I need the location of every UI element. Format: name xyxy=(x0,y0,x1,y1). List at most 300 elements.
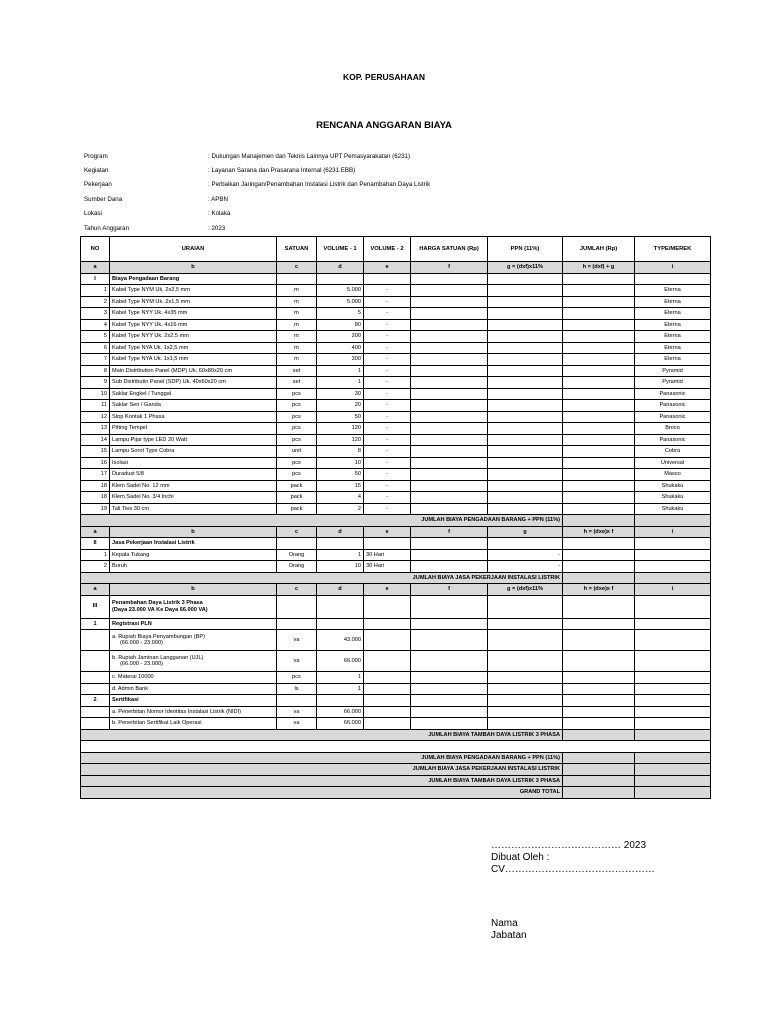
table-cell: 1 xyxy=(317,683,364,695)
table-cell: - xyxy=(364,469,411,481)
table-cell: 1 xyxy=(81,549,110,561)
signature-name-block xyxy=(491,918,527,942)
section-subtitle: (Daya 23.000 VA Ke Daya 66.000 VA) xyxy=(112,606,208,613)
table-cell xyxy=(411,595,488,618)
table-cell: Shukaku xyxy=(635,503,711,515)
info-row xyxy=(84,149,704,163)
table-cell: - xyxy=(364,480,411,492)
table-cell xyxy=(411,561,488,573)
table-row xyxy=(81,480,711,492)
table-cell: 400 xyxy=(317,342,364,354)
table-cell: va xyxy=(277,706,317,718)
table-row xyxy=(81,718,711,730)
table-cell xyxy=(411,273,488,285)
table-cell: - xyxy=(364,308,411,320)
table-cell xyxy=(563,515,635,527)
table-cell xyxy=(563,561,635,573)
table-cell: JUMLAH BIAYA JASA PEKERJAAN INSTALASI LISTRIK xyxy=(81,764,563,776)
table-cell: Panasonic xyxy=(635,434,711,446)
table-cell: m xyxy=(277,308,317,320)
table-cell: 5 xyxy=(81,331,110,343)
table-cell: 66.000 xyxy=(317,706,364,718)
table-cell: Kabel Type NYY Uk. 2x2,5 mm xyxy=(110,331,277,343)
table-cell: Eterna xyxy=(635,285,711,297)
table-cell xyxy=(563,434,635,446)
info-label: Pekerjaan xyxy=(84,181,112,189)
table-cell xyxy=(563,683,635,695)
table-cell xyxy=(81,683,110,695)
table-cell: 4 xyxy=(81,319,110,331)
table-cell xyxy=(317,538,364,550)
table-cell: 9 xyxy=(81,377,110,389)
table-row xyxy=(81,446,711,458)
subsection-row xyxy=(81,618,711,630)
table-cell xyxy=(81,718,110,730)
table-cell xyxy=(563,411,635,423)
table-cell: h = (dxe)x f xyxy=(563,584,635,596)
table-cell xyxy=(488,423,563,435)
table-cell xyxy=(488,273,563,285)
section-row xyxy=(81,538,711,550)
table-cell: 5.000 xyxy=(317,285,364,297)
section-row xyxy=(81,273,711,285)
table-cell xyxy=(411,296,488,308)
table-cell xyxy=(411,400,488,412)
table-cell: a. Penerbitan Nomor Identitas Instalasi Listrik (NIDI) xyxy=(110,706,277,718)
table-cell: Klem Sadel No. 3/4 Inchi xyxy=(110,492,277,504)
table-cell: Kabel Type NYA Uk. 1x1,5 mm xyxy=(110,354,277,366)
table-cell: Orang xyxy=(277,549,317,561)
total-row xyxy=(81,572,711,584)
table-cell: set xyxy=(277,377,317,389)
table-cell xyxy=(488,469,563,481)
table-cell: set xyxy=(277,365,317,377)
table-cell: Broco xyxy=(635,423,711,435)
info-label: Sumber Dana xyxy=(84,195,123,203)
table-cell: - xyxy=(364,365,411,377)
table-cell: 11 xyxy=(81,400,110,412)
table-cell: 2 xyxy=(81,561,110,573)
table-cell xyxy=(364,672,411,684)
table-cell xyxy=(635,561,711,573)
table-cell: 4 xyxy=(317,492,364,504)
table-header xyxy=(81,237,711,262)
col-header: VOLUME - 2 xyxy=(364,237,411,262)
col-header: HARGA SATUAN (Rp) xyxy=(411,237,488,262)
table-row xyxy=(81,549,711,561)
table-cell xyxy=(563,549,635,561)
table-cell xyxy=(411,423,488,435)
subsection-row xyxy=(81,695,711,707)
table-cell: c. Materai 10000 xyxy=(110,672,277,684)
table-cell: Buruh xyxy=(110,561,277,573)
table-cell: pack xyxy=(277,480,317,492)
table-cell: Lampu Pijar type LED 20 Watt xyxy=(110,434,277,446)
table-cell: - xyxy=(364,503,411,515)
table-row xyxy=(81,434,711,446)
table-cell xyxy=(277,695,317,707)
table-cell xyxy=(563,365,635,377)
code-row xyxy=(81,526,711,538)
item-detail: (66.000 - 23.000) xyxy=(120,661,163,667)
table-cell: 8 xyxy=(317,446,364,458)
table-cell: JUMLAH BIAYA TAMBAH DAYA LISTRIK 3 PHASA xyxy=(81,775,563,787)
table-cell xyxy=(563,354,635,366)
table-row xyxy=(81,308,711,320)
table-cell xyxy=(488,695,563,707)
table-row xyxy=(81,354,711,366)
table-cell: va xyxy=(277,651,317,672)
table-cell: 12 xyxy=(81,411,110,423)
table-cell: II xyxy=(81,538,110,550)
table-cell: 1 xyxy=(317,672,364,684)
table-cell xyxy=(563,388,635,400)
document-title: RENCANA ANGGARAN BIAYA xyxy=(316,120,452,131)
table-cell xyxy=(317,273,364,285)
table-cell xyxy=(563,764,635,776)
table-cell xyxy=(411,538,488,550)
table-cell: 17 xyxy=(81,469,110,481)
table-cell: GRAND TOTAL xyxy=(81,787,563,799)
table-cell xyxy=(364,538,411,550)
section-title: Penambahan Daya Listrik 3 Phasa xyxy=(112,600,203,607)
table-cell: Shukaku xyxy=(635,492,711,504)
table-cell xyxy=(635,706,711,718)
table-cell: Eterna xyxy=(635,308,711,320)
table-cell: pack xyxy=(277,492,317,504)
table-cell xyxy=(563,273,635,285)
table-cell: Tali Ties 30 cm xyxy=(110,503,277,515)
table-cell: m xyxy=(277,296,317,308)
col-header: JUMLAH (Rp) xyxy=(563,237,635,262)
table-cell xyxy=(563,775,635,787)
table-row xyxy=(81,651,711,672)
table-cell: 30 Hari xyxy=(364,549,411,561)
table-cell: 120 xyxy=(317,434,364,446)
item-detail: (66.000 - 23.000) xyxy=(120,640,163,646)
table-cell xyxy=(488,718,563,730)
table-cell: - xyxy=(488,561,563,573)
table-cell xyxy=(364,273,411,285)
table-cell: 30 xyxy=(317,388,364,400)
table-cell: - xyxy=(364,434,411,446)
table-cell: Kabel Type NYY Uk. 4x35 mm xyxy=(110,308,277,320)
table-cell: - xyxy=(364,331,411,343)
info-value: : 2023 xyxy=(208,224,226,232)
table-cell: Masco xyxy=(635,469,711,481)
signature-block xyxy=(491,840,655,876)
table-cell: Sub Distributin Panel (SDP) Uk. 40x60x20 cm xyxy=(110,377,277,389)
table-cell xyxy=(364,695,411,707)
table-cell: Kabel Type NYM Uk. 2x1,5 mm xyxy=(110,296,277,308)
table-cell xyxy=(563,718,635,730)
table-cell: ls xyxy=(277,683,317,695)
table-cell: Stop Kontak 1 Phasa xyxy=(110,411,277,423)
table-cell: 2 xyxy=(81,695,110,707)
table-cell: Eterna xyxy=(635,331,711,343)
table-cell: pack xyxy=(277,503,317,515)
table-cell xyxy=(411,651,488,672)
table-cell xyxy=(411,503,488,515)
table-cell xyxy=(411,285,488,297)
table-body xyxy=(81,262,711,799)
table-cell: JUMLAH BIAYA JASA PEKERJAAN INSTALASI LISTRIK xyxy=(81,572,563,584)
table-cell: c xyxy=(277,526,317,538)
table-row xyxy=(81,400,711,412)
table-cell xyxy=(635,775,711,787)
table-row xyxy=(81,377,711,389)
table-cell: Eterna xyxy=(635,296,711,308)
budget-table xyxy=(80,236,711,799)
table-cell xyxy=(488,400,563,412)
table-row xyxy=(81,388,711,400)
table-cell: Universal xyxy=(635,457,711,469)
table-cell xyxy=(411,411,488,423)
table-cell: - xyxy=(364,457,411,469)
table-cell xyxy=(110,651,277,672)
table-row xyxy=(81,706,711,718)
table-cell xyxy=(488,480,563,492)
table-cell: g = (dxf)x11% xyxy=(488,262,563,274)
table-cell: 300 xyxy=(317,354,364,366)
table-cell: pcs xyxy=(277,388,317,400)
table-cell: 66.000 xyxy=(317,651,364,672)
table-cell xyxy=(563,377,635,389)
table-cell xyxy=(277,618,317,630)
table-cell xyxy=(563,285,635,297)
table-cell: 1 xyxy=(317,365,364,377)
table-cell xyxy=(411,469,488,481)
table-cell: 3 xyxy=(81,308,110,320)
table-cell xyxy=(563,672,635,684)
table-cell xyxy=(635,572,711,584)
col-header: TYPE/MEREK xyxy=(635,237,711,262)
table-cell xyxy=(277,595,317,618)
table-cell: 10 xyxy=(317,561,364,573)
table-cell: b xyxy=(110,584,277,596)
recap-row xyxy=(81,764,711,776)
table-cell: - xyxy=(364,296,411,308)
col-header: PPN (11%) xyxy=(488,237,563,262)
table-cell: va xyxy=(277,718,317,730)
table-cell xyxy=(411,365,488,377)
table-cell: pcs xyxy=(277,672,317,684)
table-cell: Kabel Type NYY Uk. 4x16 mm xyxy=(110,319,277,331)
table-cell xyxy=(488,388,563,400)
code-row xyxy=(81,584,711,596)
table-cell xyxy=(563,787,635,799)
table-cell: JUMLAH BIAYA PENGADAAN BARANG + PPN (11%) xyxy=(81,515,563,527)
table-cell xyxy=(110,595,277,618)
table-cell xyxy=(563,492,635,504)
table-cell xyxy=(411,446,488,458)
info-row xyxy=(84,221,704,235)
table-cell: - xyxy=(364,354,411,366)
table-cell: pcs xyxy=(277,400,317,412)
total-row xyxy=(81,729,711,741)
table-cell: e xyxy=(364,584,411,596)
table-cell: Cobra xyxy=(635,446,711,458)
table-cell: h = (dxe)x f xyxy=(563,526,635,538)
table-cell: unit xyxy=(277,446,317,458)
table-cell xyxy=(488,331,563,343)
table-cell: f xyxy=(411,526,488,538)
table-cell: - xyxy=(364,492,411,504)
table-cell xyxy=(635,764,711,776)
table-cell xyxy=(411,457,488,469)
table-cell: Eterna xyxy=(635,354,711,366)
table-cell: Eterna xyxy=(635,342,711,354)
recap-row xyxy=(81,775,711,787)
table-cell xyxy=(563,342,635,354)
info-label: Tahun Anggaran xyxy=(84,224,130,232)
info-value: : Dukungan Manajemen dan Teknis Lainnya UPT Pemasyarakatan (6231) xyxy=(208,152,411,160)
table-row xyxy=(81,683,711,695)
table-cell: Panasonic xyxy=(635,411,711,423)
table-row xyxy=(81,561,711,573)
table-cell: 8 xyxy=(81,365,110,377)
table-cell xyxy=(563,595,635,618)
code-row xyxy=(81,262,711,274)
table-cell: Kepala Tukang xyxy=(110,549,277,561)
table-cell xyxy=(277,538,317,550)
table-cell: 43.000 xyxy=(317,630,364,651)
table-cell: pcs xyxy=(277,469,317,481)
table-cell xyxy=(563,618,635,630)
col-header: URAIAN xyxy=(110,237,277,262)
signature-name: Nama xyxy=(491,918,518,929)
recap-row xyxy=(81,752,711,764)
table-cell: g xyxy=(488,526,563,538)
table-cell: 20 xyxy=(317,400,364,412)
table-cell: I xyxy=(81,273,110,285)
table-cell: 14 xyxy=(81,434,110,446)
table-cell xyxy=(488,492,563,504)
table-cell: b xyxy=(110,526,277,538)
table-cell: 6 xyxy=(81,342,110,354)
table-row xyxy=(81,503,711,515)
table-cell xyxy=(488,354,563,366)
table-cell: 2 xyxy=(317,503,364,515)
section-row xyxy=(81,595,711,618)
table-cell: d xyxy=(317,526,364,538)
table-cell xyxy=(411,331,488,343)
info-label: Kegiatan xyxy=(84,167,109,175)
table-cell: 200 xyxy=(317,331,364,343)
table-cell xyxy=(635,752,711,764)
table-cell xyxy=(563,308,635,320)
table-cell xyxy=(488,683,563,695)
table-cell xyxy=(411,683,488,695)
table-cell: pcs xyxy=(277,411,317,423)
table-cell xyxy=(563,695,635,707)
table-cell: Eterna xyxy=(635,319,711,331)
table-cell: d. Admin Bank xyxy=(110,683,277,695)
table-cell: - xyxy=(364,388,411,400)
info-row xyxy=(84,178,704,192)
table-cell xyxy=(635,630,711,651)
table-cell xyxy=(411,342,488,354)
table-row xyxy=(81,672,711,684)
table-cell: Pyramid xyxy=(635,377,711,389)
table-cell xyxy=(488,630,563,651)
table-cell: e xyxy=(364,526,411,538)
table-cell xyxy=(635,672,711,684)
table-row xyxy=(81,285,711,297)
table-cell xyxy=(411,480,488,492)
table-cell xyxy=(563,503,635,515)
table-cell xyxy=(364,683,411,695)
table-row xyxy=(81,365,711,377)
table-cell xyxy=(488,595,563,618)
table-cell xyxy=(488,365,563,377)
table-cell: - xyxy=(364,377,411,389)
table-cell xyxy=(411,492,488,504)
table-cell xyxy=(411,434,488,446)
table-cell: d xyxy=(317,262,364,274)
table-cell xyxy=(488,296,563,308)
table-cell: va xyxy=(277,630,317,651)
table-cell: 50 xyxy=(317,411,364,423)
info-value: : Perbaikan Jaringan/Penambahan Instalasi Listrik dan Penambahan Daya Listrik xyxy=(208,181,431,189)
table-cell xyxy=(635,729,711,741)
table-cell: - xyxy=(364,423,411,435)
table-cell xyxy=(635,787,711,799)
info-value: : Layanan Sarana dan Prasarana Internal (6231.EBB) xyxy=(208,167,356,175)
info-value: : APBN xyxy=(208,195,228,203)
table-cell: 15 xyxy=(317,480,364,492)
info-label: Lokasi xyxy=(84,210,102,218)
signature-company: CV……………………………………… xyxy=(491,864,655,875)
table-cell: Kabel Type NYM Uk. 2x2,5 mm xyxy=(110,285,277,297)
table-cell: - xyxy=(364,342,411,354)
table-cell xyxy=(411,630,488,651)
table-cell xyxy=(81,630,110,651)
table-cell xyxy=(563,331,635,343)
table-cell: - xyxy=(364,446,411,458)
table-cell xyxy=(488,377,563,389)
table-cell: Saklar Seri / Ganda xyxy=(110,400,277,412)
table-cell xyxy=(488,672,563,684)
table-cell: Pyramid xyxy=(635,365,711,377)
table-cell xyxy=(277,273,317,285)
table-cell xyxy=(563,706,635,718)
table-cell: Panasonic xyxy=(635,400,711,412)
table-cell xyxy=(364,651,411,672)
table-cell xyxy=(563,729,635,741)
table-cell xyxy=(563,480,635,492)
table-cell xyxy=(364,618,411,630)
col-header: VOLUME - 1 xyxy=(317,237,364,262)
table-row xyxy=(81,630,711,651)
col-header: NO xyxy=(81,237,110,262)
table-cell: Isolasi xyxy=(110,457,277,469)
table-cell xyxy=(563,319,635,331)
table-cell xyxy=(488,446,563,458)
table-cell xyxy=(411,549,488,561)
table-cell xyxy=(563,469,635,481)
table-cell: pcs xyxy=(277,423,317,435)
table-cell: 18 xyxy=(81,480,110,492)
table-cell: i xyxy=(635,526,711,538)
table-cell xyxy=(563,752,635,764)
spacer-row xyxy=(81,741,711,753)
table-cell: c xyxy=(277,584,317,596)
table-cell: 120 xyxy=(317,423,364,435)
table-cell xyxy=(635,683,711,695)
table-cell: c xyxy=(277,262,317,274)
table-cell xyxy=(411,618,488,630)
